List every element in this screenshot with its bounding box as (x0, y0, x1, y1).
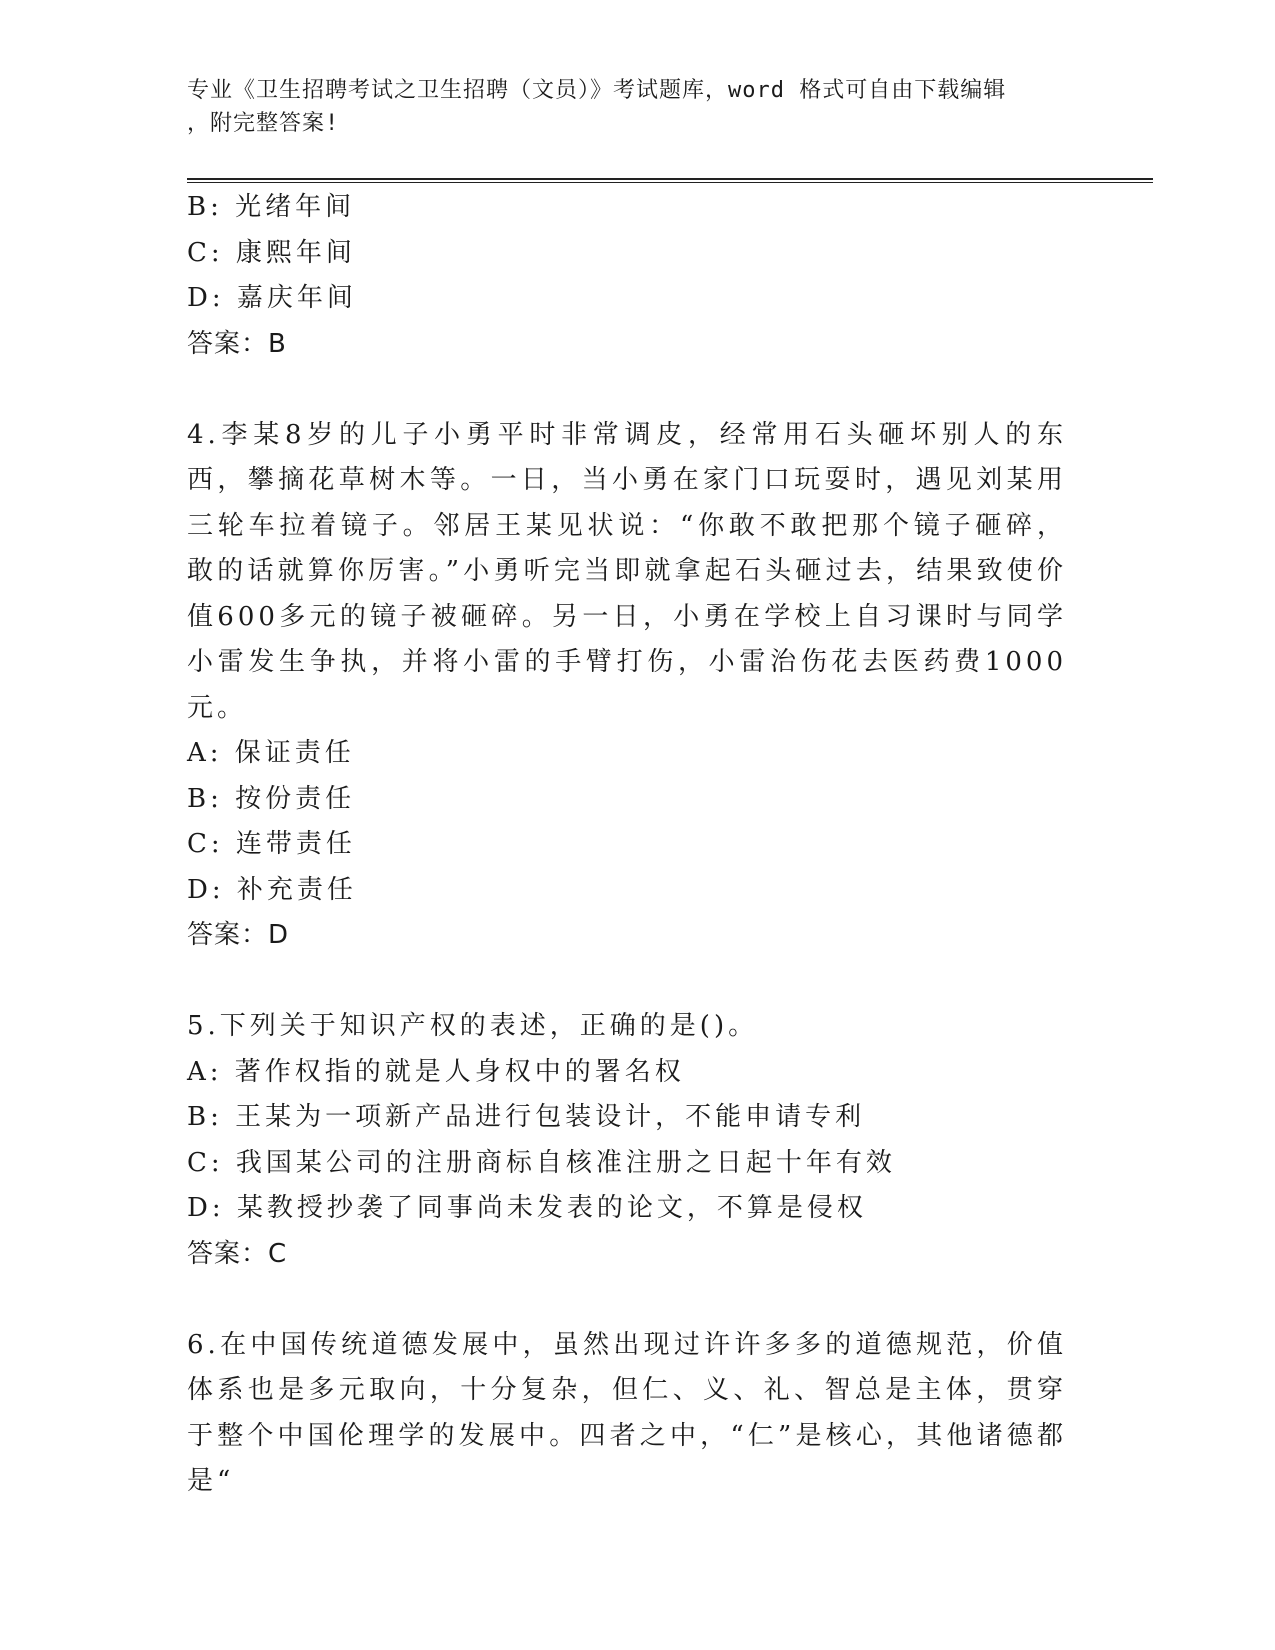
question-4 (187, 413, 1067, 959)
option-a: A: 著作权指的就是人身权中的署名权 (187, 1056, 685, 1087)
option-b: B: 按份责任 (187, 783, 356, 814)
option-d: D: 嘉庆年间 (187, 283, 357, 313)
question-6 (187, 1323, 1067, 1505)
option-b: B: 光绪年间 (187, 192, 356, 222)
question-5 (187, 1004, 1067, 1277)
spacer (187, 367, 1067, 413)
question-stem: 4.李某8岁的儿子小勇平时非常调皮，经常用石头砸坏别人的东西，攀摘花草树木等。一日，当小勇在家门口玩耍时，遇见刘某用三轮车拉着镜子。邻居王某见状说：“你敢不敢把那个镜子砸碎，敢的话就算你厉害。”小勇听完当即就拿起石头砸过去，结果致使价值600多元的镜子被砸碎。另一日，小勇在学校上自习课时与同学小雷发生争执，并将小雷的手臂打伤，小雷治伤花去医药费1000元。 (187, 419, 1067, 723)
header-line-2: ，附完整答案! (187, 111, 340, 136)
question-stem: 6.在中国传统道德发展中，虽然出现过许许多多的道德规范，价值体系也是多元取向，十分复杂，但仁、义、礼、智总是主体，贯穿于整个中国伦理学的发展中。四者之中，“仁”是核心，其他诸德都是“ (187, 1329, 1067, 1496)
page-header (187, 74, 1067, 140)
option-a: A: 保证责任 (187, 738, 355, 768)
option-d: D: 补充责任 (187, 874, 357, 905)
answer: 答案：D (187, 920, 290, 950)
question-stem: 5.下列关于知识产权的表述，正确的是()。 (187, 1011, 759, 1041)
header-divider (187, 178, 1153, 183)
option-d: D: 某教授抄袭了同事尚未发表的论文，不算是侵权 (187, 1193, 867, 1223)
spacer (187, 1277, 1067, 1323)
question-3-continued (187, 185, 1067, 367)
option-b: B: 王某为一项新产品进行包装设计，不能申请专利 (187, 1102, 866, 1132)
option-c: C: 康熙年间 (187, 237, 356, 268)
header-line-1: 专业《卫生招聘考试之卫生招聘（文员）》考试题库，word 格式可自由下载编辑 (187, 78, 1007, 103)
spacer (187, 959, 1067, 1005)
option-c: C: 连带责任 (187, 829, 356, 859)
document-body (187, 185, 1067, 1505)
answer: 答案：B (187, 328, 287, 359)
answer: 答案：C (187, 1238, 288, 1269)
option-c: C: 我国某公司的注册商标自核准注册之日起十年有效 (187, 1147, 896, 1178)
